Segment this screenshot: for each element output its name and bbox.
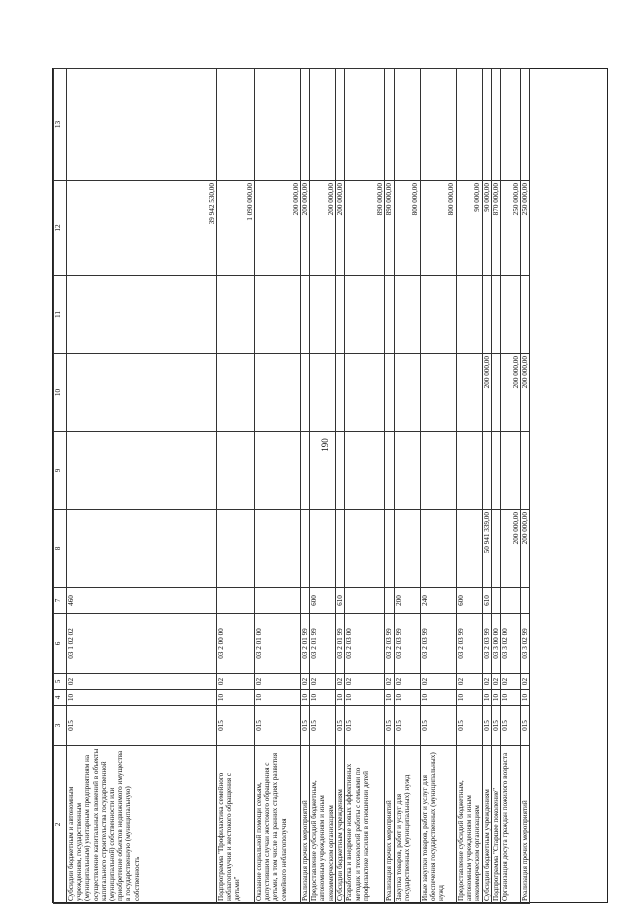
amount-cell-13 <box>385 69 394 181</box>
code-cell-4: 10 <box>501 690 521 706</box>
row-name: Закупка товаров, работ и услуг для государственных (муниципальных) нужд <box>394 746 420 904</box>
code-cell-6: 03 2 01 99 <box>336 614 345 674</box>
column-number-row <box>54 69 67 904</box>
code-cell-7 <box>385 588 394 614</box>
amount-cell-8 <box>394 510 420 588</box>
code-cell-4: 10 <box>394 690 420 706</box>
amount-cell-9 <box>456 432 482 510</box>
amount-cell-10 <box>310 354 336 432</box>
amount-cell-8 <box>456 510 482 588</box>
amount-cell-11 <box>217 276 255 354</box>
code-cell-5: 02 <box>501 674 521 690</box>
code-cell-7: 610 <box>336 588 345 614</box>
header-cell-9: 9 <box>54 432 67 510</box>
amount-cell-13 <box>482 69 491 181</box>
code-cell-6: 03 2 03 99 <box>456 614 482 674</box>
code-cell-3: 015 <box>301 706 310 746</box>
row-name: Оказание социальной помощи семьям, допустившим случаи жестокого обращения с детьми, в том числе на ранних стадиях развития семейного неблагополучия <box>255 746 301 904</box>
table-row <box>67 69 217 904</box>
amount-cell-11 <box>482 276 491 354</box>
code-cell-7 <box>255 588 301 614</box>
table-row <box>345 69 385 904</box>
code-cell-4: 10 <box>491 690 500 706</box>
amount-cell-9 <box>345 432 385 510</box>
table-row <box>491 69 500 904</box>
table-row <box>301 69 310 904</box>
amount-cell-12: 90 000,00 <box>456 181 482 276</box>
amount-cell-8 <box>491 510 500 588</box>
amount-cell-13 <box>345 69 385 181</box>
amount-cell-9 <box>521 432 530 510</box>
amount-cell-10 <box>491 354 500 432</box>
amount-cell-9 <box>385 432 394 510</box>
amount-cell-9 <box>336 432 345 510</box>
header-cell-10: 10 <box>54 354 67 432</box>
row-name: Разработка и внедрение новых эффективных методик и технологий работы с семьями по профилактике насилия в отношении детей <box>345 746 385 904</box>
code-cell-7 <box>345 588 385 614</box>
table-row <box>385 69 394 904</box>
amount-cell-12: 800 000,00 <box>394 181 420 276</box>
code-cell-5: 02 <box>336 674 345 690</box>
amount-cell-13 <box>310 69 336 181</box>
code-cell-6: 03 2 01 00 <box>255 614 301 674</box>
row-name: Организация досуга граждан пожилого возраста <box>501 746 521 904</box>
amount-cell-10 <box>217 354 255 432</box>
amount-cell-11 <box>385 276 394 354</box>
amount-cell-10 <box>345 354 385 432</box>
amount-cell-8: 50 941 339,00 <box>482 510 491 588</box>
amount-cell-13 <box>521 69 530 181</box>
code-cell-4: 10 <box>456 690 482 706</box>
row-name: Субсидии бюджетным и автономным учреждениям, государственным (муниципальным) унитарным предприятиям на осуществление капитальных вложений в объекты капитального строительства государственной (муниципальной) собственности или приобретение объектов недвижимого имущества в государственную (муниципальную) собственность <box>67 746 217 904</box>
code-cell-7 <box>521 588 530 614</box>
header-cell-8: 8 <box>54 510 67 588</box>
code-cell-6: 03 2 03 99 <box>482 614 491 674</box>
amount-cell-12: 890 000,00 <box>385 181 394 276</box>
amount-cell-13 <box>67 69 217 181</box>
code-cell-4: 10 <box>420 690 456 706</box>
amount-cell-8 <box>385 510 394 588</box>
amount-cell-9 <box>217 432 255 510</box>
amount-cell-9 <box>255 432 301 510</box>
code-cell-3: 015 <box>310 706 336 746</box>
code-cell-5: 02 <box>255 674 301 690</box>
code-cell-7 <box>491 588 500 614</box>
amount-cell-11 <box>301 276 310 354</box>
code-cell-6: 03 2 03 99 <box>394 614 420 674</box>
row-name: Субсидии бюджетным учреждениям <box>482 746 491 904</box>
amount-cell-11 <box>336 276 345 354</box>
code-cell-6: 03 1 02 02 <box>67 614 217 674</box>
code-cell-5: 02 <box>491 674 500 690</box>
code-cell-6: 03 2 01 99 <box>301 614 310 674</box>
code-cell-4: 10 <box>521 690 530 706</box>
code-cell-5: 02 <box>345 674 385 690</box>
code-cell-3: 015 <box>67 706 217 746</box>
code-cell-4: 10 <box>67 690 217 706</box>
amount-cell-13 <box>217 69 255 181</box>
amount-cell-9 <box>310 432 336 510</box>
amount-cell-8 <box>67 510 217 588</box>
amount-cell-11 <box>394 276 420 354</box>
amount-cell-12: 200 000,00 <box>310 181 336 276</box>
amount-cell-8 <box>301 510 310 588</box>
table-body <box>54 69 530 904</box>
code-cell-4: 10 <box>255 690 301 706</box>
code-cell-7: 460 <box>67 588 217 614</box>
amount-cell-9 <box>394 432 420 510</box>
amount-cell-9 <box>420 432 456 510</box>
header-cell-11: 11 <box>54 276 67 354</box>
code-cell-5: 02 <box>217 674 255 690</box>
amount-cell-11 <box>501 276 521 354</box>
code-cell-6: 03 2 03 00 <box>345 614 385 674</box>
row-name: Предоставление субсидий бюджетным, автономным учреждениям и иным некоммерческим организациям <box>310 746 336 904</box>
table-row <box>217 69 255 904</box>
amount-cell-9 <box>301 432 310 510</box>
header-cell-3: 3 <box>54 706 67 746</box>
code-cell-4: 10 <box>336 690 345 706</box>
amount-cell-11 <box>255 276 301 354</box>
code-cell-3: 015 <box>456 706 482 746</box>
amount-cell-10 <box>336 354 345 432</box>
amount-cell-12: 39 942 530,00 <box>67 181 217 276</box>
code-cell-4: 10 <box>385 690 394 706</box>
amount-cell-12: 200 000,00 <box>255 181 301 276</box>
row-name: Иные закупки товаров, работ и услуг для обеспечения государственных (муниципальных) нужд <box>420 746 456 904</box>
code-cell-7: 610 <box>482 588 491 614</box>
amount-cell-10 <box>420 354 456 432</box>
amount-cell-8 <box>336 510 345 588</box>
amount-cell-9 <box>491 432 500 510</box>
code-cell-7 <box>217 588 255 614</box>
table-row <box>501 69 521 904</box>
amount-cell-8: 200 000,00 <box>521 510 530 588</box>
header-cell-4: 4 <box>54 690 67 706</box>
code-cell-6: 03 2 00 00 <box>217 614 255 674</box>
code-cell-6: 03 2 01 99 <box>310 614 336 674</box>
amount-cell-9 <box>501 432 521 510</box>
amount-cell-8 <box>345 510 385 588</box>
row-name: Подпрограмма "Профилактика семейного неблагополучия и жестокого обращения с детьми" <box>217 746 255 904</box>
amount-cell-8 <box>217 510 255 588</box>
amount-cell-11 <box>420 276 456 354</box>
table-row <box>456 69 482 904</box>
amount-cell-10 <box>456 354 482 432</box>
code-cell-6: 03 2 03 99 <box>385 614 394 674</box>
amount-cell-11 <box>345 276 385 354</box>
code-cell-3: 015 <box>217 706 255 746</box>
code-cell-4: 10 <box>301 690 310 706</box>
header-cell-13: 13 <box>54 69 67 181</box>
code-cell-5: 02 <box>385 674 394 690</box>
amount-cell-12: 200 000,00 <box>336 181 345 276</box>
code-cell-7: 240 <box>420 588 456 614</box>
code-cell-5: 02 <box>482 674 491 690</box>
code-cell-5: 02 <box>521 674 530 690</box>
amount-cell-11 <box>521 276 530 354</box>
code-cell-4: 10 <box>482 690 491 706</box>
amount-cell-11 <box>310 276 336 354</box>
code-cell-5: 02 <box>420 674 456 690</box>
code-cell-4: 10 <box>345 690 385 706</box>
header-cell-6: 6 <box>54 614 67 674</box>
code-cell-4: 10 <box>310 690 336 706</box>
amount-cell-12: 890 000,00 <box>345 181 385 276</box>
amount-cell-11 <box>67 276 217 354</box>
code-cell-5: 02 <box>310 674 336 690</box>
amount-cell-8: 200 000,00 <box>501 510 521 588</box>
code-cell-6: 03 3 02 00 <box>501 614 521 674</box>
row-name: Реализация прочих мероприятий <box>385 746 394 904</box>
code-cell-3: 015 <box>501 706 521 746</box>
amount-cell-11 <box>456 276 482 354</box>
amount-cell-13 <box>336 69 345 181</box>
code-cell-3: 015 <box>385 706 394 746</box>
code-cell-3: 015 <box>394 706 420 746</box>
table-row <box>310 69 336 904</box>
row-name: Субсидии бюджетным учреждениям <box>336 746 345 904</box>
code-cell-7: 600 <box>456 588 482 614</box>
code-cell-3: 015 <box>482 706 491 746</box>
amount-cell-8 <box>420 510 456 588</box>
amount-cell-12: 870 000,00 <box>491 181 500 276</box>
amount-cell-12: 800 000,00 <box>420 181 456 276</box>
amount-cell-12: 200 000,00 <box>301 181 310 276</box>
amount-cell-9 <box>482 432 491 510</box>
page-number: 190 <box>320 438 330 452</box>
amount-cell-10: 200 000,00 <box>501 354 521 432</box>
amount-cell-11 <box>491 276 500 354</box>
amount-cell-12: 1 090 000,00 <box>217 181 255 276</box>
amount-cell-10 <box>301 354 310 432</box>
table-row <box>420 69 456 904</box>
code-cell-7 <box>301 588 310 614</box>
header-cell-5: 5 <box>54 674 67 690</box>
amount-cell-13 <box>491 69 500 181</box>
row-name: Реализация прочих мероприятий <box>521 746 530 904</box>
code-cell-7 <box>501 588 521 614</box>
header-cell-7: 7 <box>54 588 67 614</box>
code-cell-5: 02 <box>67 674 217 690</box>
amount-cell-13 <box>301 69 310 181</box>
row-name: Реализация прочих мероприятий <box>301 746 310 904</box>
code-cell-6: 03 2 03 99 <box>420 614 456 674</box>
amount-cell-10: 200 000,00 <box>521 354 530 432</box>
row-name: Подпрограмма "Старшее поколение" <box>491 746 500 904</box>
amount-cell-8 <box>255 510 301 588</box>
code-cell-6: 03 3 02 99 <box>521 614 530 674</box>
code-cell-7: 200 <box>394 588 420 614</box>
table-row <box>482 69 491 904</box>
code-cell-5: 02 <box>301 674 310 690</box>
code-cell-3: 015 <box>336 706 345 746</box>
code-cell-4: 10 <box>217 690 255 706</box>
code-cell-7: 600 <box>310 588 336 614</box>
code-cell-3: 015 <box>491 706 500 746</box>
amount-cell-8 <box>310 510 336 588</box>
amount-cell-13 <box>255 69 301 181</box>
table-row <box>336 69 345 904</box>
code-cell-5: 02 <box>394 674 420 690</box>
budget-table <box>53 68 530 904</box>
amount-cell-12: 90 000,00 <box>482 181 491 276</box>
amount-cell-12: 250 000,00 <box>501 181 521 276</box>
amount-cell-12: 250 000,00 <box>521 181 530 276</box>
amount-cell-10 <box>394 354 420 432</box>
amount-cell-9 <box>67 432 217 510</box>
amount-cell-10 <box>67 354 217 432</box>
code-cell-3: 015 <box>255 706 301 746</box>
code-cell-5: 02 <box>456 674 482 690</box>
rotated-table-container <box>53 69 609 904</box>
code-cell-3: 015 <box>521 706 530 746</box>
amount-cell-13 <box>456 69 482 181</box>
row-name: Предоставление субсидий бюджетным, автономным учреждениям и иным некоммерческим организациям <box>456 746 482 904</box>
amount-cell-13 <box>394 69 420 181</box>
amount-cell-10 <box>255 354 301 432</box>
amount-cell-13 <box>501 69 521 181</box>
table-row <box>255 69 301 904</box>
code-cell-3: 015 <box>420 706 456 746</box>
code-cell-3: 015 <box>345 706 385 746</box>
amount-cell-10: 200 000,00 <box>482 354 491 432</box>
amount-cell-13 <box>420 69 456 181</box>
budget-table-frame <box>52 68 608 903</box>
code-cell-6: 03 3 00 00 <box>491 614 500 674</box>
table-row <box>394 69 420 904</box>
header-cell-2: 2 <box>54 746 67 904</box>
header-cell-12: 12 <box>54 181 67 276</box>
table-row <box>521 69 530 904</box>
amount-cell-10 <box>385 354 394 432</box>
